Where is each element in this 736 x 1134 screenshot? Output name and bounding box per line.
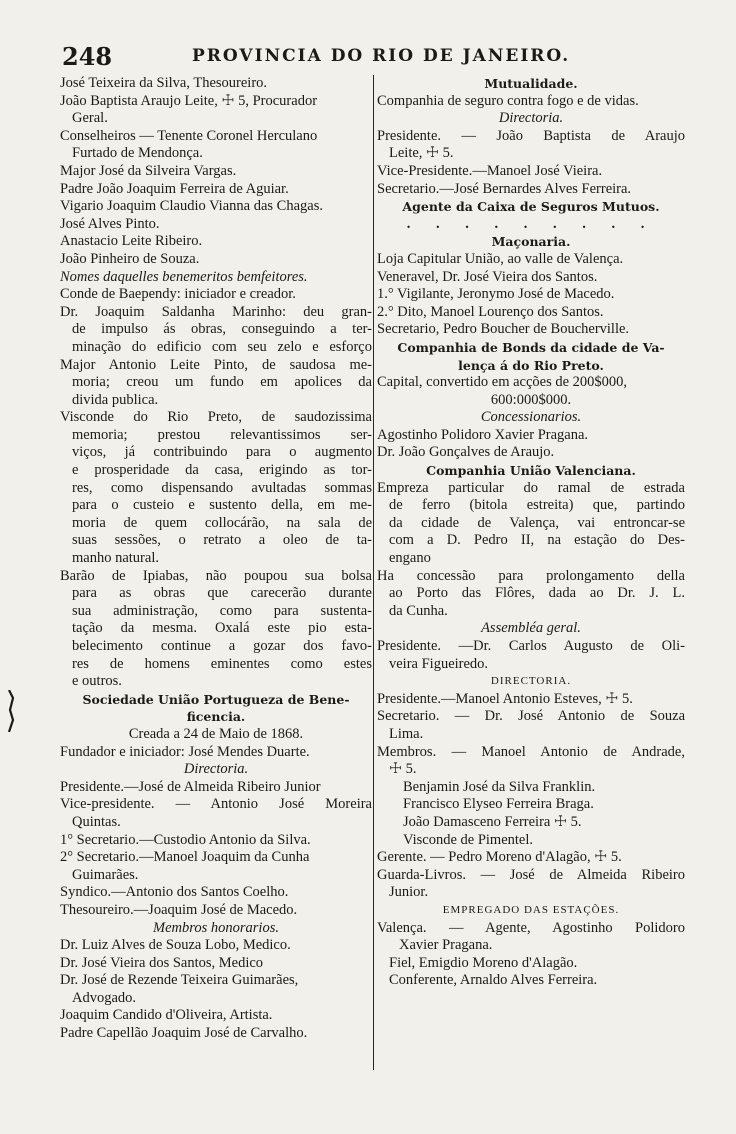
- right-column-line: Membros. — Manoel Antonio de Andrade,: [377, 743, 685, 760]
- right-column-line: Capital, convertido em acções de 200$000,: [377, 374, 628, 391]
- right-column-line: Xavier Pragana.: [399, 937, 493, 954]
- left-column-line: res, como dispensando avultadas sommas: [72, 479, 372, 496]
- left-column-line: Anastacio Leite Ribeiro.: [60, 233, 203, 250]
- right-column-line: Loja Capitular União, ao valle de Valença.: [377, 250, 624, 267]
- right-column: [377, 75, 685, 990]
- right-column-line: Ha concessão para prolongamento della: [377, 567, 685, 584]
- margin-mark-icon: [7, 690, 15, 732]
- left-column-line: e prosperidade da casa, erigindo as tor-: [72, 462, 372, 479]
- left-column-line: Syndico.—Antonio dos Santos Coelho.: [60, 884, 289, 901]
- page-header: [62, 42, 724, 72]
- left-column-line: res de homens eminentes como estes: [72, 655, 372, 672]
- left-column-line: divida publica.: [72, 391, 159, 408]
- running-title: PROVINCIA DO RIO DE JANEIRO.: [192, 46, 571, 66]
- left-column-line: Quintas.: [72, 813, 121, 830]
- column-divider: [373, 75, 374, 1070]
- right-column-line: Mutualidade.: [484, 76, 578, 91]
- left-column-line: Conselheiros — Tenente Coronel Herculano: [60, 127, 318, 144]
- left-column-line: Major José da Silveira Vargas.: [60, 162, 237, 179]
- right-column-line: . . . . . . . . .: [406, 215, 656, 232]
- right-column-line: Maçonaria.: [491, 234, 571, 250]
- left-column-line: Vice-presidente. — Antonio José Moreira: [60, 796, 372, 813]
- right-column-line: Presidente. — João Baptista de Araujo: [377, 127, 685, 144]
- left-column-line: de impulso ás obras, conseguindo a ter-: [72, 321, 372, 338]
- left-column-line: minação do edificio com seu zelo e esforço: [72, 338, 372, 355]
- left-column-line: João Pinheiro de Souza.: [60, 250, 200, 267]
- left-column-line: Major Antonio Leite Pinto, de saudosa me-: [60, 356, 372, 373]
- left-column-line: Presidente.—José de Almeida Ribeiro Junior: [60, 778, 321, 795]
- right-column-line: Conferente, Arnaldo Alves Ferreira.: [389, 972, 598, 989]
- right-column-line: Junior.: [389, 884, 429, 901]
- right-column-line: veira Figueiredo.: [389, 655, 489, 672]
- right-column-line: DIRECTORIA.: [490, 675, 572, 688]
- right-column-line: ☩ 5.: [389, 761, 417, 778]
- left-column-line: 2° Secretario.—Manoel Joaquim da Cunha: [60, 849, 310, 866]
- right-column-line: Visconde de Pimentel.: [403, 831, 534, 848]
- right-column-line: João Damasceno Ferreira ☩ 5.: [403, 813, 582, 830]
- left-column-line: Padre Capellão Joaquim José de Carvalho.: [60, 1025, 308, 1042]
- right-column-line: da Cunha.: [389, 602, 448, 619]
- right-column-line: 2.° Dito, Manoel Lourenço dos Santos.: [377, 303, 604, 320]
- left-column-line: Dr. José de Rezende Teixeira Guimarães,: [60, 972, 299, 989]
- left-column-line: ficencia.: [186, 709, 246, 725]
- right-column-line: Agente da Caixa de Seguros Mutuos.: [402, 199, 660, 215]
- left-column-line: para o custeio e sustento della, em me-: [72, 497, 372, 514]
- left-column-line: Fundador e iniciador: José Mendes Duarte.: [60, 743, 310, 760]
- right-column-line: lença á do Rio Preto.: [458, 357, 604, 373]
- right-column-line: Agostinho Polidoro Xavier Pragana.: [377, 426, 589, 443]
- left-column-line: José Teixeira da Silva, Thesoureiro.: [60, 75, 268, 91]
- right-column-line: 600:000$000.: [490, 391, 572, 408]
- left-column-line: manho natural.: [72, 550, 159, 567]
- right-column-line: ao Porto das Flôres, dada ao Dr. J. L.: [389, 585, 685, 602]
- left-column-line: Padre João Joaquim Ferreira de Aguiar.: [60, 180, 289, 197]
- right-column-line: engano: [389, 550, 431, 567]
- left-column-line: Dr. Joaquim Saldanha Marinho: deu gran-: [60, 303, 372, 320]
- right-column-line: com a D. Pedro II, na estação do Des-: [389, 532, 685, 549]
- left-column-line: Dr. Luiz Alves de Souza Lobo, Medico.: [60, 937, 291, 954]
- right-column-line: da cidade de Valença, vai entroncar-se: [389, 514, 685, 531]
- left-column-line: Conde de Baependy: iniciador e creador.: [60, 286, 296, 303]
- left-column-line: tação da mesma. Oxalá este pio esta-: [72, 620, 372, 637]
- right-column-line: Fiel, Emigdio Moreno d'Alagão.: [389, 954, 578, 971]
- right-column-line: Presidente.—Manoel Antonio Esteves, ☩ 5.: [377, 690, 633, 707]
- right-column-line: Companhia de Bonds da cidade de Va-: [397, 339, 665, 355]
- left-column-line: sua administração, como para sustenta-: [72, 602, 372, 619]
- left-column-line: Joaquim Candido d'Oliveira, Artista.: [60, 1007, 273, 1024]
- right-column-line: Gerente. — Pedro Moreno d'Alagão, ☩ 5.: [377, 849, 622, 866]
- left-column-line: Membros honorarios.: [153, 919, 279, 936]
- page-number: 248: [62, 42, 113, 71]
- left-column-line: João Baptista Araujo Leite, ☩ 5, Procurador: [60, 92, 318, 109]
- left-column-line: memoria; prestou relevantissimos ser-: [72, 426, 372, 443]
- left-column-line: Barão de Ipiabas, não poupou sua bolsa: [60, 567, 372, 584]
- left-column-line: Vigario Joaquim Claudio Vianna das Chagas.: [60, 198, 323, 215]
- left-column-line: José Alves Pinto.: [60, 215, 160, 232]
- right-column-line: Leite, ☩ 5.: [389, 145, 454, 162]
- right-column-line: Lima.: [389, 725, 424, 742]
- right-column-line: Secretario. — Dr. José Antonio de Souza: [377, 708, 685, 725]
- right-column-line: Companhia de seguro contra fogo e de vidas.: [377, 92, 639, 109]
- right-column-line: Concessionarios.: [480, 409, 582, 426]
- left-column-line: Sociedade União Portugueza de Bene-: [82, 691, 350, 707]
- left-column-line: Geral.: [72, 110, 108, 127]
- right-column-line: Guarda-Livros. — José de Almeida Ribeiro: [377, 866, 685, 883]
- left-column-line: Visconde do Rio Preto, de saudozissima: [60, 409, 372, 426]
- right-column-line: EMPREGADO DAS ESTAÇÕES.: [442, 903, 620, 916]
- left-column-line: para as obras que carecerão durante: [72, 585, 372, 602]
- left-column-line: suas sessões, o retrato a oleo de ta-: [72, 532, 372, 549]
- left-column-line: viços, já contribuindo para o augmento: [72, 444, 372, 461]
- right-column-line: Empreza particular do ramal de estrada: [377, 479, 685, 496]
- left-column-line: Advogado.: [72, 989, 137, 1006]
- left-column-line: moria de quem collocárão, na sala de: [72, 514, 372, 531]
- right-column-line: Assembléa geral.: [481, 620, 581, 637]
- right-column-line: Secretario, Pedro Boucher de Boucherville.: [377, 321, 630, 338]
- left-column-line: Guimarães.: [72, 866, 139, 883]
- left-column-line: Furtado de Mendonça.: [72, 145, 203, 162]
- right-column-line: Presidente. —Dr. Carlos Augusto de Oli-: [377, 638, 685, 654]
- left-column-line: Directoria.: [183, 761, 249, 778]
- right-column-line: Companhia União Valenciana.: [426, 463, 636, 479]
- left-column-line: belecimento continue a gozar dos favo-: [72, 638, 372, 654]
- right-column-line: Francisco Elyseo Ferreira Braga.: [403, 796, 594, 813]
- right-column-line: Vice-Presidente.—Manoel José Vieira.: [377, 162, 603, 179]
- left-column-line: e outros.: [72, 673, 122, 690]
- right-column-line: Dr. João Gonçalves de Araujo.: [377, 444, 555, 461]
- right-column-line: 1.° Vigilante, Jeronymo José de Macedo.: [377, 286, 615, 303]
- left-column-line: moria; creou um fundo em apolices da: [72, 374, 372, 391]
- left-column-line: Dr. José Vieira dos Santos, Medico: [60, 954, 264, 971]
- left-column-line: Nomes daquelles benemeritos bemfeitores.: [60, 268, 308, 285]
- right-column-line: Secretario.—José Bernardes Alves Ferreira.: [377, 180, 632, 197]
- left-column-line: 1° Secretario.—Custodio Antonio da Silva.: [60, 831, 311, 848]
- left-column: [60, 75, 372, 1043]
- left-column-line: Thesoureiro.—Joaquim José de Macedo.: [60, 901, 298, 918]
- right-column-line: Veneravel, Dr. José Vieira dos Santos.: [377, 268, 598, 285]
- right-column-line: Valença. — Agente, Agostinho Polidoro: [377, 919, 685, 936]
- right-column-line: Benjamin José da Silva Franklin.: [403, 778, 596, 795]
- right-column-line: de ferro (bitola estreita) que, partindo: [389, 497, 685, 514]
- right-column-line: Directoria.: [498, 110, 564, 127]
- left-column-line: Creada a 24 de Maio de 1868.: [128, 725, 304, 742]
